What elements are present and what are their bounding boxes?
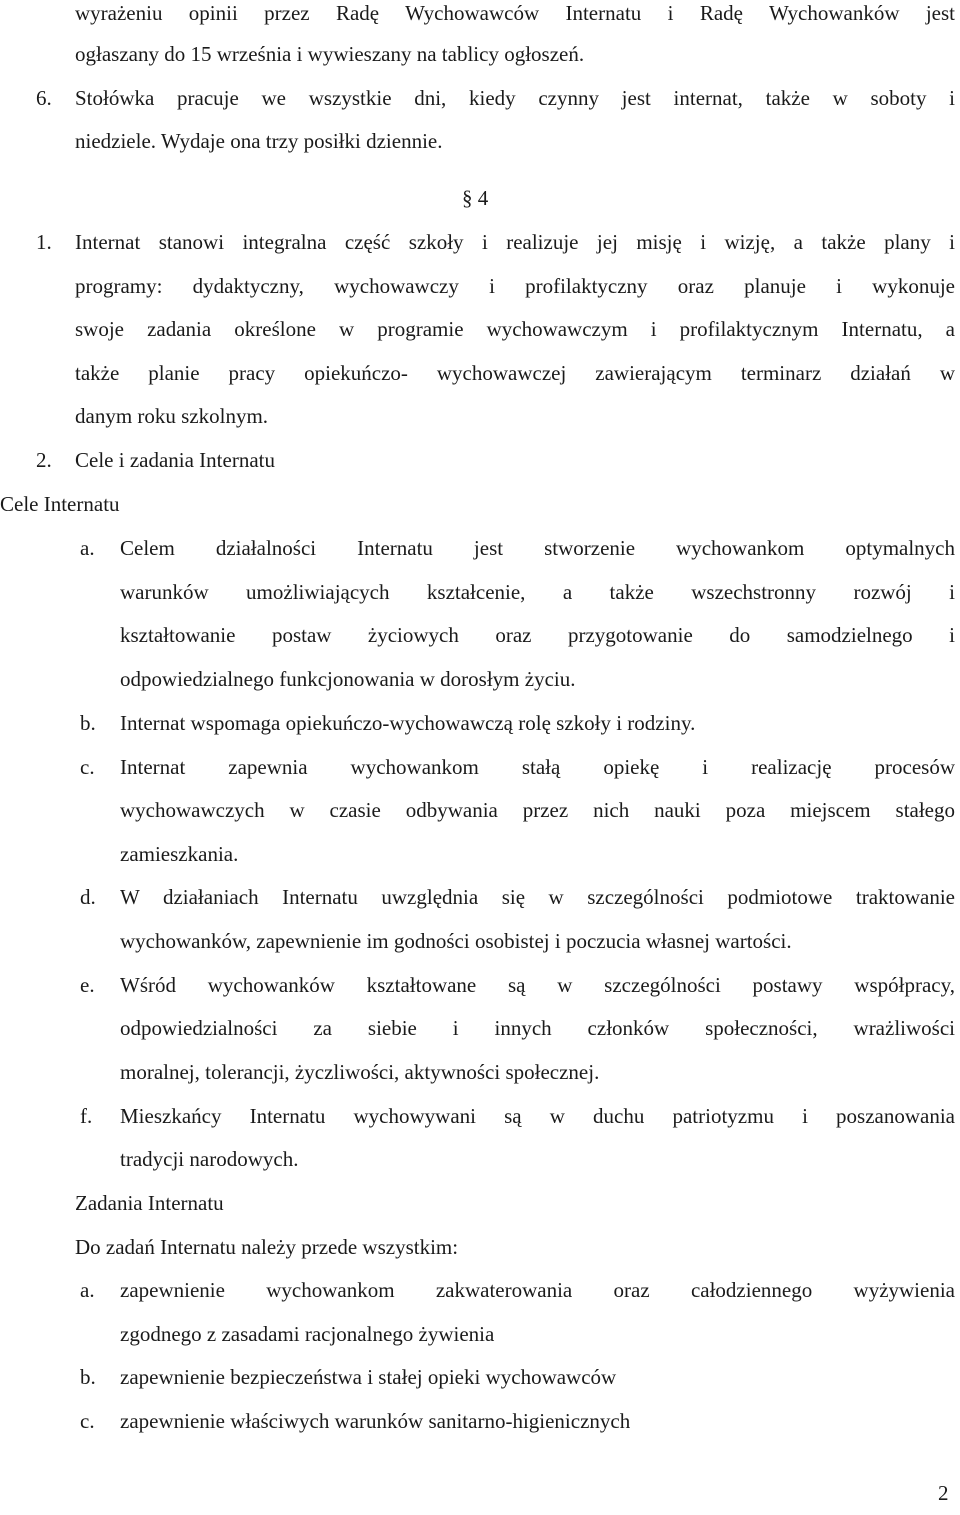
section-symbol: §: [462, 186, 473, 210]
intro-line: ogłaszany do 15 września i wywieszany na tablicy ogłoszeń.: [75, 42, 585, 66]
zadania-intro: Do zadań Internatu należy przede wszystkim:: [75, 1235, 459, 1259]
list-line: Mieszkańcy Internatu wychowywani są w duchu patriotyzmu i poszanowania: [120, 1104, 955, 1128]
list-line: Wśród wychowanków kształtowane są w szczególności postawy współpracy,: [120, 973, 955, 997]
list-line: warunków umożliwiających kształcenie, a także wszechstronny rozwój i: [120, 580, 955, 604]
list-line: moralnej, tolerancji, życzliwości, aktywności społecznej.: [120, 1060, 600, 1084]
item-line: niedziele. Wydaje ona trzy posiłki dziennie.: [75, 129, 443, 153]
paragraph-line: Cele i zadania Internatu: [75, 448, 275, 472]
list-line: zamieszkania.: [120, 842, 239, 866]
list-letter: b.: [80, 1365, 96, 1389]
list-letter: a.: [80, 1278, 95, 1302]
item-number: 6.: [36, 86, 52, 110]
section-heading: [462, 185, 488, 211]
list-letter: e.: [80, 973, 95, 997]
intro-line: wyrażeniu opinii przez Radę Wychowawców Internatu i Radę Wychowanków jest: [75, 1, 955, 25]
list-line: Internat wspomaga opiekuńczo-wychowawczą rolę szkoły i rodziny.: [120, 711, 696, 735]
list-line: Celem działalności Internatu jest stworzenie wychowankom optymalnych: [120, 536, 955, 560]
list-line: wychowawczych w czasie odbywania przez nich nauki poza miejscem stałego: [120, 798, 955, 822]
paragraph-line: programy: dydaktyczny, wychowawczy i profilaktyczny oraz planuje i wykonuje: [75, 274, 955, 298]
subheading-zadania: Zadania Internatu: [75, 1191, 224, 1215]
list-line: kształtowanie postaw życiowych oraz przygotowanie do samodzielnego i: [120, 623, 955, 647]
item-line: Stołówka pracuje we wszystkie dni, kiedy czynny jest internat, także w soboty i: [75, 86, 955, 110]
list-line: wychowanków, zapewnienie im godności osobistej i poczucia własnej wartości.: [120, 929, 792, 953]
page-number: 2: [938, 1481, 949, 1505]
list-line: zgodnego z zasadami racjonalnego żywienia: [120, 1322, 495, 1346]
list-line: zapewnienie wychowankom zakwaterowania oraz całodziennego wyżywienia: [120, 1278, 955, 1302]
list-line: odpowiedzialności za siebie i innych członków społeczności, wrażliwości: [120, 1016, 955, 1040]
paragraph-line: także planie pracy opiekuńczo- wychowawczej zawierającym terminarz działań w: [75, 361, 955, 385]
list-letter: a.: [80, 536, 95, 560]
list-line: W działaniach Internatu uwzględnia się w szczególności podmiotowe traktowanie: [120, 885, 955, 909]
section-number: 4: [477, 186, 489, 210]
list-line: tradycji narodowych.: [120, 1147, 299, 1171]
paragraph-line: danym roku szkolnym.: [75, 404, 269, 428]
paragraph-number: 2.: [36, 448, 52, 472]
list-letter: c.: [80, 755, 95, 779]
list-letter: c.: [80, 1409, 95, 1433]
subheading-cele: Cele Internatu: [0, 492, 120, 516]
list-line: odpowiedzialnego funkcjonowania w dorosłym życiu.: [120, 667, 576, 691]
list-line: zapewnienie właściwych warunków sanitarno-higienicznych: [120, 1409, 631, 1433]
paragraph-number: 1.: [36, 230, 52, 254]
paragraph-line: swoje zadania określone w programie wychowawczym i profilaktycznym Internatu, a: [75, 317, 955, 341]
list-line: Internat zapewnia wychowankom stałą opiekę i realizację procesów: [120, 755, 955, 779]
list-letter: b.: [80, 711, 96, 735]
list-letter: f.: [80, 1104, 93, 1128]
paragraph-line: Internat stanowi integralna część szkoły i realizuje jej misję i wizję, a także plany i: [75, 230, 955, 254]
list-line: zapewnienie bezpieczeństwa i stałej opieki wychowawców: [120, 1365, 617, 1389]
list-letter: d.: [80, 885, 96, 909]
